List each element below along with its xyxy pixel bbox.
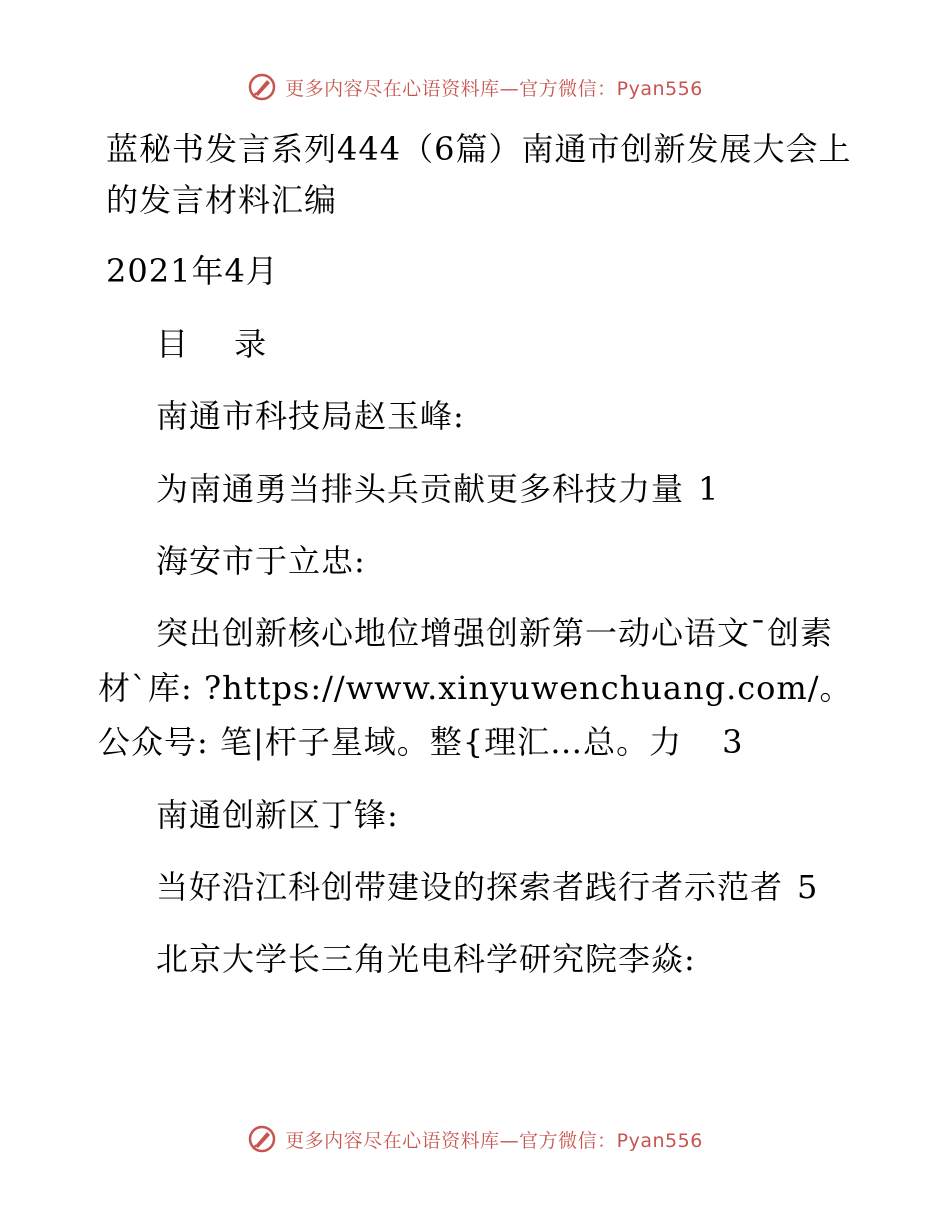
document-title: 蓝秘书发言系列444（6篇）南通市创新发展大会上的发言材料汇编 <box>106 130 852 220</box>
header-watermark-text: 更多内容尽在心语资料库—官方微信：Pyan556 <box>285 77 703 100</box>
toc-entry: 北京大学长三角光电科学研究院李焱: <box>156 940 696 979</box>
pen-logo-icon <box>247 1124 277 1154</box>
toc-page-number: 5 <box>797 867 819 906</box>
toc-entry: 为南通勇当排头兵贡献更多科技力量 1 <box>156 469 720 508</box>
toc-page-number: 3 <box>722 723 744 762</box>
toc-entry: 南通市科技局赵玉峰: <box>156 397 465 436</box>
toc-entry: 海安市于立忠: <box>156 541 366 580</box>
toc-entry: 当好沿江科创带建设的探索者践行者示范者 5 <box>156 867 819 906</box>
footer-watermark-text: 更多内容尽在心语资料库—官方微信：Pyan556 <box>285 1129 703 1152</box>
footer-watermark <box>0 1124 950 1154</box>
toc-heading: 目 录 <box>156 324 285 363</box>
pen-logo-icon <box>247 72 277 102</box>
toc-entry: 南通创新区丁锋: <box>156 795 399 834</box>
toc-entry: 突出创新核心地位增强创新第一动心语文¯创素材`库: ?https://www.xinyuwenchuang.com/。公众号: 笔|杆子星域。整{理汇…总。力 3 <box>98 614 853 762</box>
document-date: 2021年4月 <box>106 252 279 291</box>
header-watermark <box>0 72 950 102</box>
toc-page-number: 1 <box>698 469 720 508</box>
document-body <box>98 124 858 987</box>
